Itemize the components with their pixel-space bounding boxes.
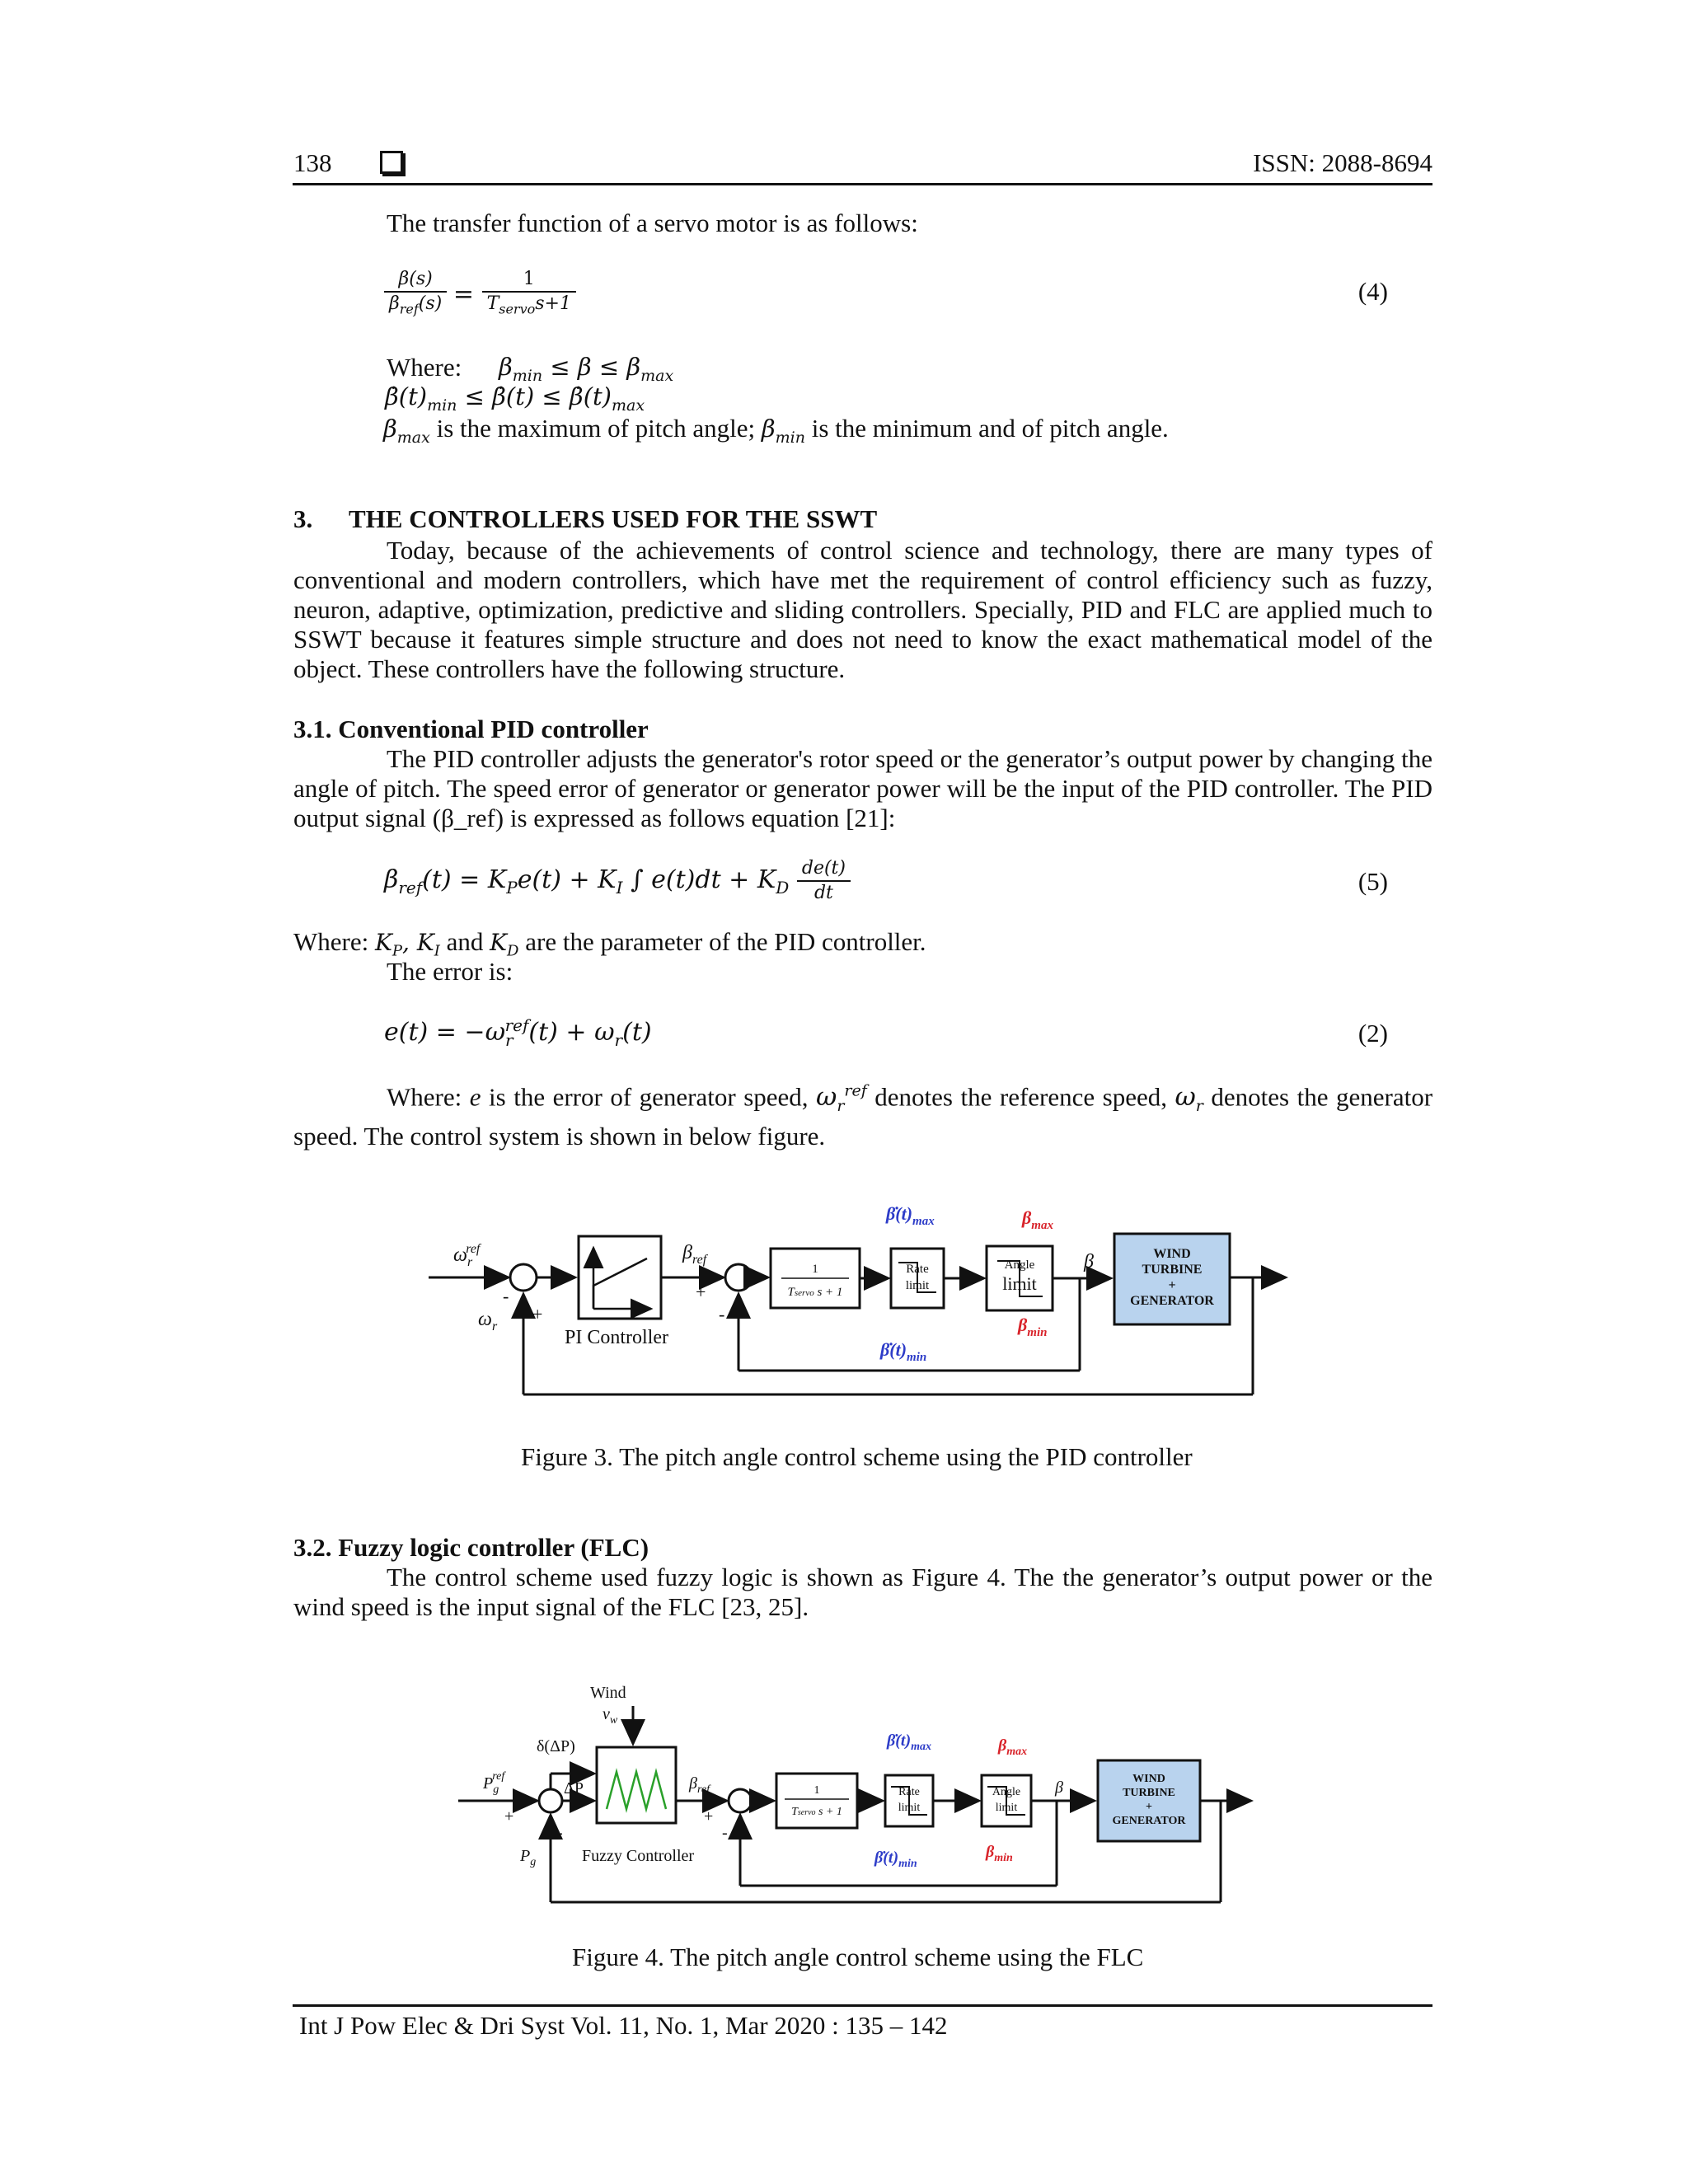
svg-text:βmin: $\beta_{min}$ — [1018, 1315, 1048, 1339]
svg-text:ωr: $\omega_r$ — [478, 1309, 498, 1333]
svg-text:Tservo s + 1: Tservo s + 1 — [787, 1286, 843, 1299]
svg-text:β̇(t)max: $\betȧ(t)_{max}$ — [887, 1732, 932, 1753]
svg-text:+: + — [504, 1807, 514, 1825]
section-31-paragraph: The PID controller adjusts the generator's rotor speed or the generator’s output power by changing the angle of pitch. The speed error of generator or generator power will be the input of the PID controller. The PID output signal (β_ref) is expressed as follows equation [21]: — [293, 744, 1432, 832]
svg-text:β̇(t)min: $\betȧ(t)_{min}$ — [880, 1339, 927, 1364]
svg-text:-: - — [722, 1824, 728, 1842]
plus-sign-2: + — [696, 1282, 706, 1302]
svg-text:β: β — [1084, 1251, 1094, 1272]
where-label: Where: — [387, 353, 462, 382]
where-line2: $\betȧ(t)_{min}$ ≤ β̇(t) ≤ $\betȧ(t)_{max}$ — [385, 382, 645, 415]
delta-p-label: ΔP — [564, 1779, 584, 1797]
figure-4-caption: Figure 4. The pitch angle control scheme using the FLC — [572, 1943, 1144, 1971]
wt-label-plus: + — [1168, 1278, 1176, 1292]
footer-journal: Int J Pow Elec & Dri Syst Vol. 11, No. 1, Mar 2020 : 135 – 142 — [299, 2011, 948, 2040]
svg-text:β̇(t)max: $\betȧ(t)_{max}$ — [886, 1203, 935, 1228]
wt-label-turbine: TURBINE — [1142, 1263, 1203, 1277]
plus-sign-1: + — [532, 1304, 543, 1324]
eq5-number: (5) — [1357, 867, 1388, 896]
svg-text:βref: $\beta_{ref}$ — [689, 1774, 710, 1796]
rate-label: Rate — [906, 1263, 929, 1276]
intro-text: The transfer function of a servo motor is as follows: — [387, 209, 918, 237]
rate-limit-label: limit — [905, 1279, 930, 1292]
eq4-rhs-num: 1 — [482, 268, 576, 293]
tf-num: 1 — [812, 1263, 818, 1276]
svg-text:+: + — [704, 1807, 714, 1825]
section-3-number: 3. — [293, 504, 313, 533]
svg-text:-: - — [557, 1824, 563, 1842]
wt2-label-generator: GENERATOR — [1112, 1815, 1186, 1827]
equation-4: $\frac{\beta(s)}{\beta_{ref}(s)}$ = $\frac{1}{T_{servo}s+1}$ — [384, 268, 576, 321]
section-3-title: THE CONTROLLERS USED FOR THE SSWT — [349, 504, 878, 533]
section-31-desc: Where: e is the error of generator speed, $\omega_r^{ref}$ denotes the reference speed, $\omega_r$ denotes the generator speed. The control system is shown in below figure. — [293, 1082, 1433, 1151]
where-line1: $\beta_{min} \le \beta \le \beta_{max}$ — [499, 353, 674, 385]
pi-controller-label: PI Controller — [565, 1327, 668, 1348]
section-3-paragraph: Today, because of the achievements of control science and technology, there are many types of conventional and modern controllers, which have met the requirement of control efficiency such as fuzzy, neuron, adaptive, optimization, predictive and sliding controllers. Specially, PID and FLC are applied much to SSWT because it features simple structure and does not need to know the exact mathematical model of the object. These controllers have the following structure. — [293, 536, 1432, 683]
rate2-limit-label: limit — [898, 1802, 921, 1814]
error-is: The error is: — [387, 957, 513, 986]
svg-text:βmax: $\beta_{max}$ — [1022, 1207, 1053, 1232]
eq2-number: (2) — [1357, 1019, 1388, 1047]
svg-text:Tservo s + 1: Tservo s + 1 — [791, 1806, 842, 1818]
svg-text:vw: $v_w$ — [603, 1705, 618, 1727]
footer-rule — [293, 2004, 1432, 2007]
equation-2: $e(t) = -\omega_r^{ref}(t) + \omega_r(t)$ — [384, 1015, 652, 1050]
fuzzy-membership-icon — [607, 1772, 666, 1809]
issn: ISSN: 2088-8694 — [1253, 148, 1432, 177]
eq4-lhs-num: β(s) — [384, 268, 447, 293]
section-31-title: 3.1. Conventional PID controller — [293, 715, 649, 743]
svg-text:Pg: $P_g$ — [520, 1847, 537, 1868]
angle2-limit-label: limit — [995, 1802, 1018, 1814]
eq4-number: (4) — [1357, 277, 1388, 306]
svg-text:βref: $\beta_{ref}$ — [682, 1242, 707, 1267]
wt2-label-turbine: TURBINE — [1123, 1787, 1175, 1799]
angle-label: Angle — [1004, 1258, 1035, 1272]
minus-sign-1: - — [503, 1286, 509, 1306]
where-line3: $\beta_{max}$ is the maximum of pitch angle; $\beta_{min}$ is the minimum and of pitch angle. — [383, 414, 1169, 447]
section-32-title: 3.2. Fuzzy logic controller (FLC) — [293, 1533, 649, 1562]
wt2-label-plus: + — [1146, 1801, 1152, 1813]
wind-label: Wind — [590, 1684, 626, 1702]
svg-text:Pgref: $P_gref$ — [483, 1770, 505, 1796]
angle-limit-label: limit — [1002, 1273, 1037, 1294]
wt-label-generator: GENERATOR — [1130, 1294, 1214, 1308]
tf2-num: 1 — [814, 1784, 820, 1797]
rate2-label: Rate — [898, 1786, 920, 1798]
angle2-label: Angle — [992, 1786, 1021, 1798]
figure-4-diagram — [458, 1681, 1266, 1912]
section-32-paragraph: The control scheme used fuzzy logic is shown as Figure 4. The the generator’s output power or the wind speed is the input signal of the FLC [23, 25]. — [293, 1563, 1432, 1621]
svg-text:βmin: $\beta_{min}$ — [986, 1843, 1013, 1864]
page-number: 138 — [293, 148, 332, 177]
pi-graph-icon — [593, 1248, 651, 1309]
figure-3-diagram — [429, 1187, 1294, 1401]
wt2-label-wind: WIND — [1132, 1773, 1165, 1785]
figure-3-caption: Figure 3. The pitch angle control scheme using the PID controller — [521, 1442, 1193, 1471]
square-bullet-icon — [380, 151, 403, 174]
svg-text:βmax: $\beta_{max}$ — [998, 1736, 1028, 1758]
svg-text:β: β — [1055, 1779, 1063, 1797]
wt-label-wind: WIND — [1153, 1247, 1191, 1261]
header-rule — [293, 183, 1432, 185]
equation-5: $\beta_{ref}(t) = K_Pe(t) + K_I$ ∫ $e(t)dt + K_D$ $\frac{de(t)}{dt}$ — [384, 857, 851, 905]
minus-sign-2: - — [719, 1304, 725, 1324]
section-31-where: Where: $K_P$, $K_I$ and $K_D$ are the parameter of the PID controller. — [293, 927, 926, 960]
svg-text:β̇(t)min: $\betȧ(t)_{min}$ — [874, 1849, 917, 1870]
svg-text:ωrref: $\omega_rref$ — [453, 1242, 481, 1269]
fuzzy-controller-label: Fuzzy Controller — [582, 1847, 695, 1865]
delta-delta-p-label: δ(ΔP) — [537, 1737, 575, 1755]
